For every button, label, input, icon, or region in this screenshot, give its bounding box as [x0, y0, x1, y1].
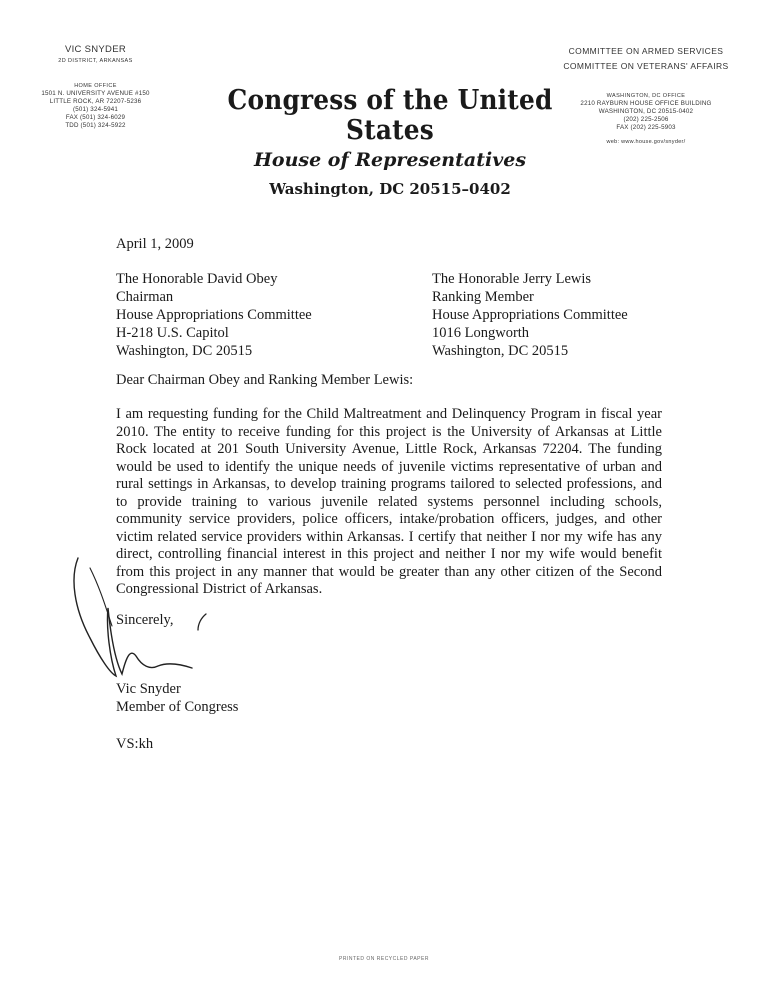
recipient-title: Ranking Member — [432, 289, 534, 305]
recipient-right — [432, 270, 628, 360]
recipient-name: The Honorable David Obey — [116, 271, 278, 287]
member-name: VIC SNYDER — [64, 44, 127, 55]
signature-block — [116, 680, 238, 716]
recipient-title: Chairman — [116, 289, 174, 305]
home-office-address-1: 1501 N. UNIVERSITY AVENUE #150 — [41, 90, 150, 97]
letterhead-center — [200, 86, 580, 200]
letter-body: I am requesting funding for the Child Maltreatment and Delinquency Program in fiscal year 2010. The entity to receive funding for this project is the University of Arkansas at Little Rock located at 201 South University Avenue, Little Rock, Arkansas 72204. The funding would be used to identify the unique needs of juvenile victims representative of urban and rural settings in Arkansas, to develop training programs tailored to selected professions, and to provide training to various juvenile related systems personnel including schools, community service providers, police officers, intake/probation officers, judges, and other victim related service providers within Arkansas. I certify that neither I nor my wife has any direct, controlling financial interest in this project and neither I nor my wife would benefit from this project in any manner that would be greater than any other citizen of the Second Congressional District of Arkansas. — [116, 406, 662, 597]
recycled-paper-footer: PRINTED ON RECYCLED PAPER — [339, 956, 429, 962]
committee-armed-services: COMMITTEE ON ARMED SERVICES — [568, 46, 724, 56]
recipient-name: The Honorable Jerry Lewis — [432, 271, 592, 287]
recipient-left — [116, 270, 312, 360]
signer-name: Vic Snyder — [116, 681, 181, 697]
letter-date: April 1, 2009 — [116, 236, 194, 252]
house-heading: House of Representatives — [253, 149, 527, 171]
committee-veterans-affairs: COMMITTEE ON VETERANS' AFFAIRS — [563, 61, 729, 71]
recipient-committee: House Appropriations Committee — [116, 307, 312, 323]
salutation: Dear Chairman Obey and Ranking Member Lewis: — [116, 372, 414, 388]
recipient-city: Washington, DC 20515 — [432, 343, 569, 359]
typist-initials: VS:kh — [116, 736, 154, 752]
washington-heading: Washington, DC 20515–0402 — [269, 180, 511, 198]
letterhead-left-column — [18, 44, 173, 130]
home-office-fax: FAX (501) 324-6029 — [65, 114, 126, 121]
signer-title: Member of Congress — [116, 699, 239, 715]
home-office-tdd: TDD (501) 324-5922 — [65, 122, 126, 129]
home-office-address-2: LITTLE ROCK, AR 72207-5236 — [49, 98, 142, 105]
dc-office-address-1: 2210 RAYBURN HOUSE OFFICE BUILDING — [580, 100, 712, 107]
recipient-office: 1016 Longworth — [432, 325, 530, 341]
home-office-title: HOME OFFICE — [74, 83, 117, 89]
recipient-city: Washington, DC 20515 — [116, 343, 253, 359]
letterhead-right-column — [556, 44, 736, 146]
closing: Sincerely, — [116, 612, 174, 628]
website: web: www.house.gov/snyder/ — [606, 139, 686, 145]
dc-office-title: WASHINGTON, DC OFFICE — [606, 93, 686, 99]
dc-office-fax: FAX (202) 225-5903 — [616, 124, 676, 131]
dc-office-address-2: WASHINGTON, DC 20515-0402 — [598, 108, 694, 115]
congress-heading: Congress of the United States — [227, 85, 553, 146]
recipient-committee: House Appropriations Committee — [432, 307, 628, 323]
home-office-phone: (501) 324-5941 — [72, 106, 119, 113]
member-district: 2D DISTRICT, ARKANSAS — [58, 58, 133, 64]
dc-office-phone: (202) 225-2506 — [623, 116, 669, 123]
recipient-office: H-218 U.S. Capitol — [116, 325, 229, 341]
